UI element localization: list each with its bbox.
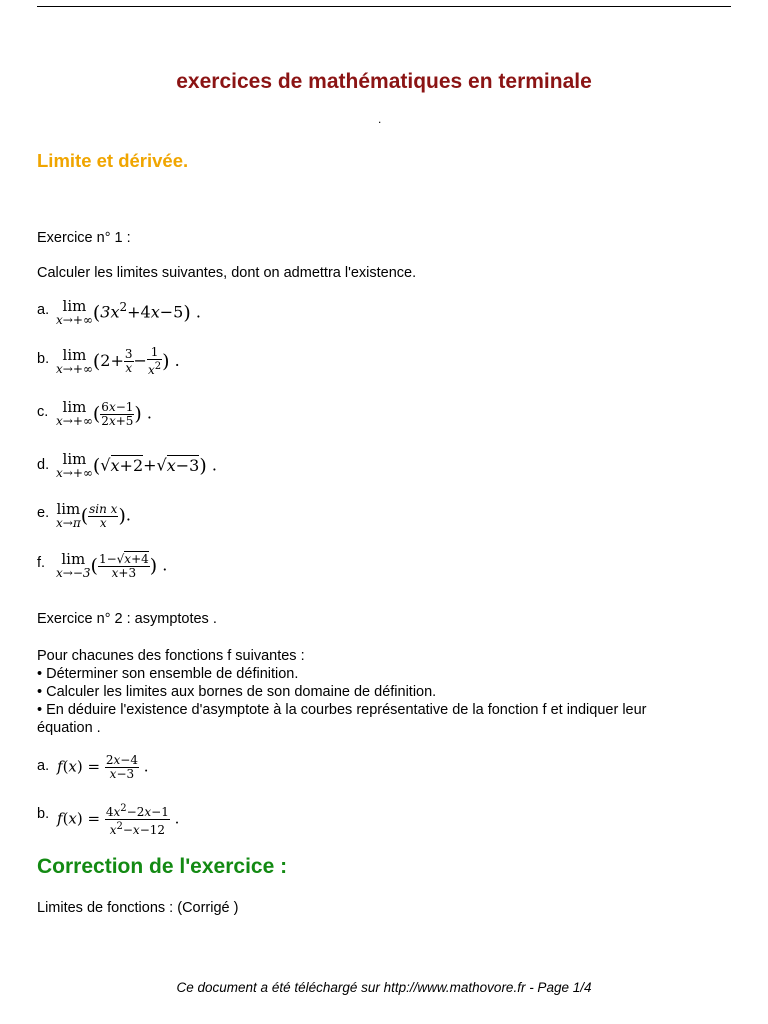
limit-b-formula: lim x→+∞ (2+ $\frac{3}{x}$ − $\frac{1}{x^2}$ ) . xyxy=(56,345,180,377)
item-e-label: e. xyxy=(37,505,50,521)
item-f-label: f. xyxy=(37,555,46,571)
limit-d-formula: lim x→+∞ (√x+2+√x−3) . xyxy=(56,450,217,480)
section-title: Limite et dérivée. xyxy=(37,150,189,171)
correction-title: Correction de l'exercice : xyxy=(37,855,288,878)
limit-f-formula: lim x→−3 ( $\frac{1-√x+4}{x+3}$ ) . xyxy=(56,550,168,580)
bullet-3: • En déduire l'existence d'asymptote à la courbes représentative de la fonction f et indiquer leur xyxy=(37,702,647,718)
page-title: exercices de mathématiques en terminale xyxy=(176,70,592,93)
limit-c-formula: lim x→+∞ ( $\frac{6x-1}{2x+5}$ ) . xyxy=(56,398,153,428)
item-d-label: d. xyxy=(37,457,50,473)
page-footer: Ce document a été téléchargé sur http://www.mathovore.fr - Page 1/4 xyxy=(176,980,592,995)
function-a-formula: f(x) = $\frac{2x-4}{x-3}$ . xyxy=(57,753,149,781)
item-a-label: a. xyxy=(37,302,50,318)
exercise1-instruction: Calculer les limites suivantes, dont on admettra l'existence. xyxy=(37,265,417,281)
exercise1-heading: Exercice n° 1 : xyxy=(37,230,131,246)
bullet-2: • Calculer les limites aux bornes de son domaine de définition. xyxy=(37,684,437,700)
exercise2-intro: Pour chacunes des fonctions f suivantes : xyxy=(37,648,305,664)
function-a-label: a. xyxy=(37,758,50,774)
limit-a-formula: lim x→+∞ $(3x^2+4x-5)$ . xyxy=(56,297,201,327)
correction-link[interactable]: Limites de fonctions : (Corrigé ) xyxy=(37,900,239,916)
item-c-label: c. xyxy=(37,404,49,420)
function-b-label: b. xyxy=(37,806,50,822)
limit-e-formula: lim x→π ( $\frac{\text{sin x}}{x}$ ). xyxy=(56,500,131,530)
top-rule xyxy=(37,6,731,7)
function-b-formula: f(x) = $\frac{4x^2-2x-1}{x^2-x-12}$ . xyxy=(57,803,180,837)
title-dot: . xyxy=(378,112,382,126)
item-b-label: b. xyxy=(37,351,50,367)
exercise2-heading: Exercice n° 2 : asymptotes . xyxy=(37,611,217,627)
bullet-3-continued: équation . xyxy=(37,720,101,736)
bullet-1: • Déterminer son ensemble de définition. xyxy=(37,666,299,682)
